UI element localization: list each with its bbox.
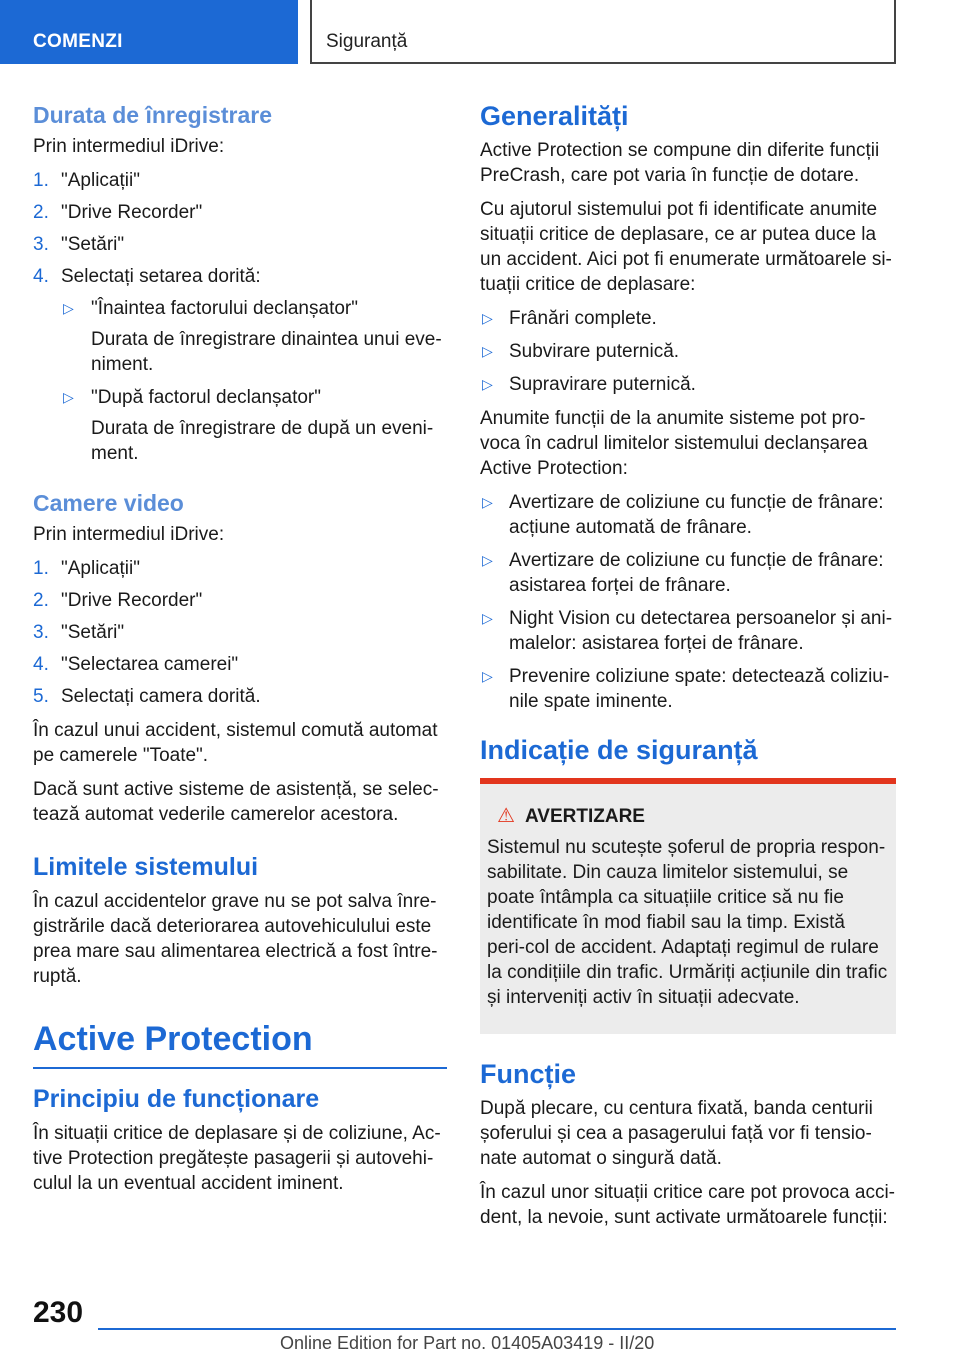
list-item [33, 556, 447, 581]
cameras-paragraph: În cazul unui accident, sistemul comută automat pe camerele "Toate". [33, 720, 438, 766]
list-item [33, 232, 447, 257]
step-text: "Drive Recorder" [61, 590, 203, 611]
step-number: 4. [33, 654, 49, 675]
edition-info: Online Edition for Part no. 01405A03419 - II/20 [280, 1333, 655, 1353]
list-item-text: Subvirare puternică. [509, 341, 680, 362]
step-number: 5. [33, 686, 49, 707]
system-limits-heading: Limitele sistemului [33, 853, 259, 881]
chapter-title: Siguranță [310, 0, 896, 64]
step-text: Selectați camera dorită. [61, 686, 261, 707]
list-item [33, 652, 447, 677]
list-item-text: Avertizare de coliziune cu funcție de frânare: asistarea forței de frânare. [509, 550, 884, 596]
safety-note-heading: Indicație de siguranță [480, 735, 758, 765]
section-tab: COMENZI [0, 0, 298, 64]
general-paragraph: Anumite funcții de la anumite sisteme pot pro-voca în cadrul limitelor sistemului declanșarea Active Protection: [480, 408, 868, 479]
recording-intro: Prin intermediul iDrive: [33, 136, 225, 157]
cameras-heading: Camere video [33, 490, 184, 516]
recording-duration-heading: Durata de înregistrare [33, 102, 273, 128]
list-item-text: Frânări complete. [509, 308, 657, 329]
warning-box [480, 778, 896, 1034]
list-item [480, 548, 896, 598]
triangle-bullet-icon: ▷ [482, 310, 493, 326]
recording-options [33, 296, 447, 466]
list-item-text: Avertizare de coliziune cu funcție de frânare: acțiune automată de frânare. [509, 492, 884, 538]
general-paragraph: Cu ajutorul sistemului pot fi identificate anumite situații critice de deplasare, ce ar putea duce la un accident. Aici pot fi enumerate următoarele si-tuații critice de deplasare: [480, 199, 892, 295]
system-limits-paragraph: În cazul accidentelor grave nu se pot salva înre-gistrările dacă deteriorarea autovehiculului este prea mare sau alimentarea electrică a fost între-ruptă. [33, 891, 438, 987]
list-item [33, 168, 447, 193]
triangle-bullet-icon: ▷ [482, 376, 493, 392]
operating-principle-heading: Principiu de funcționare [33, 1085, 320, 1113]
option-description: Durata de înregistrare dinaintea unui eve-niment. [91, 329, 442, 375]
list-item [480, 606, 896, 656]
triangle-bullet-icon: ▷ [482, 610, 493, 626]
triangle-bullet-icon: ▷ [482, 552, 493, 568]
cameras-intro: Prin intermediul iDrive: [33, 524, 225, 545]
list-item [33, 200, 447, 225]
warning-title [487, 804, 888, 829]
list-item [33, 684, 447, 709]
cameras-paragraph: Dacă sunt active sisteme de asistență, se selec-tează automat vederile camerelor acestora. [33, 779, 439, 825]
operating-principle-paragraph: În situații critice de deplasare și de coliziune, Ac-tive Protection pregătește pasagerii și autovehi-culul la un eventual accident iminent. [33, 1123, 441, 1194]
triangle-bullet-icon: ▷ [482, 668, 493, 684]
step-number: 2. [33, 590, 49, 611]
step-text: "Setări" [61, 234, 125, 255]
list-item [33, 620, 447, 645]
option-label: "Înaintea factorului declanșator" [91, 298, 358, 319]
step-text: "Aplicații" [61, 170, 140, 191]
step-text: "Drive Recorder" [61, 202, 203, 223]
general-paragraph: Active Protection se compune din diferite funcții PreCrash, care pot varia în funcție de dotare. [480, 140, 880, 186]
triangle-bullet-icon: ▷ [63, 389, 74, 405]
list-item [480, 372, 896, 397]
active-protection-heading: Active Protection [33, 1017, 447, 1069]
step-text: "Setări" [61, 622, 125, 643]
list-item [33, 264, 447, 289]
function-paragraph: În cazul unor situații critice care pot provoca acci-dent, la nevoie, sunt activate următoarele funcții: [480, 1182, 896, 1228]
warning-triangle-icon: ⚠ [497, 805, 515, 827]
footer-divider [98, 1328, 896, 1330]
list-item [480, 339, 896, 364]
list-item [480, 306, 896, 331]
list-item [61, 296, 447, 377]
step-number: 3. [33, 234, 49, 255]
recording-steps [33, 168, 447, 289]
step-number: 4. [33, 266, 49, 287]
list-item [61, 385, 447, 466]
step-text: "Aplicații" [61, 558, 140, 579]
list-item [480, 664, 896, 714]
step-number: 2. [33, 202, 49, 223]
list-item-text: Supravirare puternică. [509, 374, 696, 395]
step-number: 1. [33, 558, 49, 579]
general-heading: Generalități [480, 101, 629, 131]
triangle-bullet-icon: ▷ [63, 300, 74, 316]
triggering-functions-list [480, 490, 896, 714]
option-description: Durata de înregistrare de după un eveni-ment. [91, 418, 434, 464]
warning-label: AVERTIZARE [525, 806, 645, 827]
triangle-bullet-icon: ▷ [482, 494, 493, 510]
list-item-text: Night Vision cu detectarea persoanelor și ani-malelor: asistarea forței de frânare. [509, 608, 893, 654]
list-item-text: Prevenire coliziune spate: detectează coliziu-nile spate iminente. [509, 666, 890, 712]
step-number: 3. [33, 622, 49, 643]
function-paragraph: După plecare, cu centura fixată, banda centurii șoferului și cea a pasagerului față vor fi tensio-nate automat o singură dată. [480, 1098, 873, 1169]
page-number: 230 [33, 1296, 84, 1329]
option-label: "După factorul declanșator" [91, 387, 322, 408]
step-text: Selectați setarea dorită: [61, 266, 261, 287]
warning-text: Sistemul nu scutește șoferul de propria respon-sabilitate. Din cauza limitelor sistemului, se poate întâmpla ca situațiile critice să nu fie identificate în mod fiabil sau la timp. Există peri-col de accident. Adaptați regimul de rulare la condițiile din trafic. Urmăriți acțiunile din trafic și interveniți activ în situații adecvate. [487, 837, 888, 1008]
list-item [480, 490, 896, 540]
step-number: 1. [33, 170, 49, 191]
critical-situations-list [480, 306, 896, 397]
left-column [33, 100, 447, 1205]
triangle-bullet-icon: ▷ [482, 343, 493, 359]
cameras-steps [33, 556, 447, 709]
step-text: "Selectarea camerei" [61, 654, 239, 675]
right-column [480, 100, 896, 1239]
list-item [33, 588, 447, 613]
function-heading: Funcție [480, 1059, 577, 1089]
